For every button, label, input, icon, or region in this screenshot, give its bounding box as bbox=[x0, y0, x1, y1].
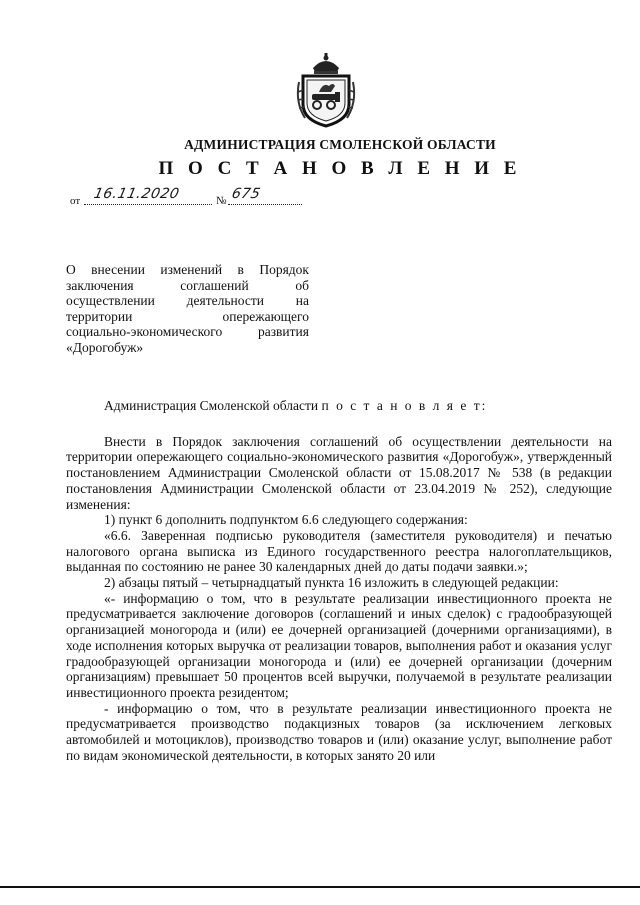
body-paragraph: 1) пункт 6 дополнить подпунктом 6.6 следующего содержания: bbox=[104, 512, 468, 528]
document-type-title: П О С Т А Н О В Л Е Н И Е bbox=[158, 158, 522, 179]
handwritten-date: 16.11.2020 bbox=[92, 186, 181, 202]
preamble-text: Администрация Смоленской области bbox=[104, 398, 322, 413]
date-underline bbox=[84, 204, 212, 205]
body-paragraph: Внести в Порядок заключения соглашений об осуществлении деятельности на территории опережающего социально-экономического развития «Дорогобуж», утвержденный постановлением Администрации Смоленской области от 15.08.2017 № 538 (в редакции постановления Администрации Смоленской области от 23.04.2019 № 252), следующие изменения: bbox=[66, 433, 612, 512]
date-number-line bbox=[70, 186, 330, 210]
body-paragraph: «- информацию о том, что в результате реализации инвестиционного проекта не предусматривается заключение договоров (соглашений и иных сделок) с градообразующей организацией моногорода и (или) ее дочерней организацией (дочерними организациями), в ходе исполнения которых выручка от реализации товаров, выполнения работ и оказания услуг градообразующей организации моногорода и (или) ее дочерней организации (дочерним организациям) превышает 50 процентов всей выручки, получаемой в результате реализации инвестиционного проекта резидентом; bbox=[66, 590, 612, 700]
subject-line: осуществлении деятельности на bbox=[66, 293, 309, 309]
subject-line: «Дорогобуж» bbox=[66, 339, 144, 355]
subject-line: О внесении изменений в Порядок bbox=[66, 262, 309, 277]
subject-line: территории опережающего bbox=[66, 308, 309, 324]
preamble bbox=[104, 398, 612, 414]
handwritten-number: 675 bbox=[230, 186, 262, 202]
number-label: № bbox=[216, 195, 227, 207]
date-from-label: от bbox=[70, 195, 81, 207]
preamble-verb: п о с т а н о в л я е т: bbox=[321, 398, 488, 413]
coat-of-arms-emblem bbox=[295, 52, 357, 128]
subject-line: заключения соглашений об bbox=[66, 277, 309, 293]
document-body bbox=[66, 398, 612, 763]
document-subject bbox=[66, 262, 309, 356]
number-underline bbox=[228, 204, 302, 205]
organization-heading: АДМИНИСТРАЦИЯ СМОЛЕНСКОЙ ОБЛАСТИ bbox=[184, 137, 496, 152]
subject-line: социально-экономического развития bbox=[66, 324, 309, 340]
body-paragraph: 2) абзацы пятый – четырнадцатый пункта 16 изложить в следующей редакции: bbox=[104, 575, 559, 591]
body-paragraph: - информацию о том, что в результате реализации инвестиционного проекта не предусматривается производство подакцизных товаров (за исключением легковых автомобилей и мотоциклов), производство товаров и (или) оказание услуг, выполнение работ по видам экономической деятельности, в которых занято 20 или bbox=[66, 700, 612, 763]
page-bottom-rule bbox=[0, 886, 640, 888]
body-paragraph: «6.6. Заверенная подписью руководителя (заместителя руководителя) и печатью налогового органа выписка из Единого государственного реестра налогоплательщиков, выданная по состоянию не ранее 30 календарных дней до даты подачи заявки.»; bbox=[66, 527, 612, 575]
